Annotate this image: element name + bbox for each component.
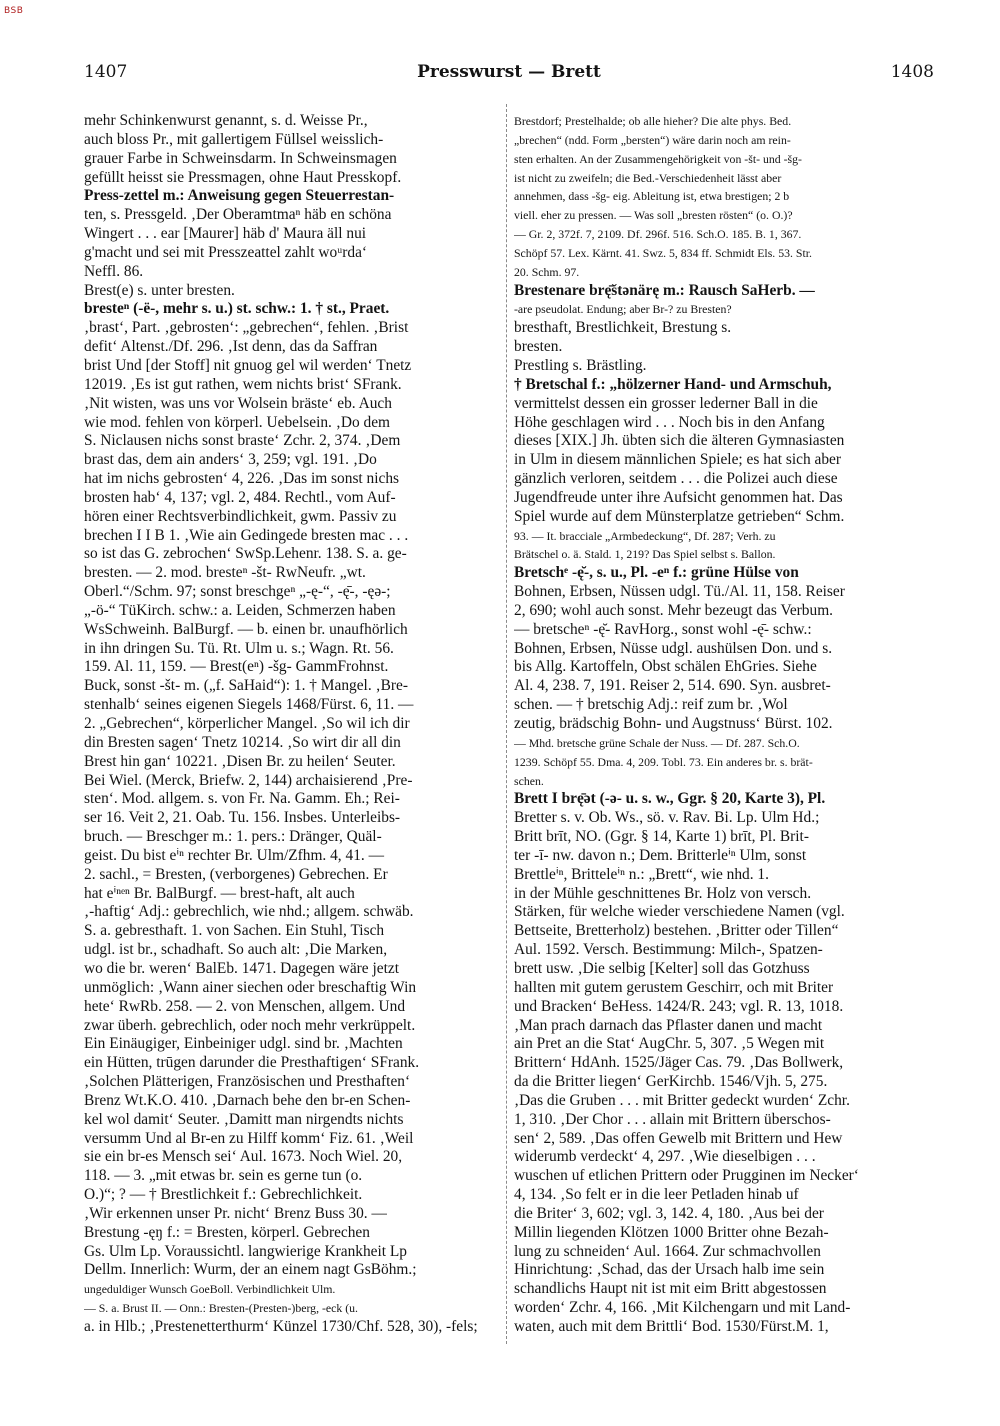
- text-line: dieses [XIX.] Jh. übten sich die älteren Gymnasiasten: [514, 432, 845, 450]
- text-line: Brenz Wt.K.O. 410. ‚Darnach behe den br-en Schen-: [84, 1091, 411, 1109]
- text-line: Bohnen, Erbsen, Nüssen udgl. Tü./Al. 11, 158. Reiser: [514, 583, 845, 601]
- text-line: — bretscheⁿ -ę̆- RavHorg., sonst wohl -ę̄- schw.:: [514, 620, 812, 638]
- text-line: „-ö-“ TüKirch. schw.: a. Leiden, Schmerzen haben: [84, 601, 396, 619]
- text-line: schen.: [514, 773, 544, 788]
- text-line: wuschen uf etlichen Prittern oder Prugginen im Necker‘: [514, 1167, 859, 1185]
- text-line: ‚Nit wisten, was uns vor Wolsein bräste‘ eb. Auch: [84, 394, 392, 412]
- left-column: [84, 112, 500, 1337]
- right-column: [514, 112, 934, 1337]
- text-line: gefüllt heisst sie Pressmagen, ohne Haut Presskopf.: [84, 168, 402, 186]
- text-line: in der Mühle geschnittenes Br. Holz von versch.: [514, 884, 812, 902]
- text-line: schen. — † bretschig Adj.: reif zum br. ‚Wol: [514, 696, 788, 714]
- text-line: — Gr. 2, 372f. 7, 2109. Df. 296f. 516. Sch.O. 185. B. 1, 367.: [514, 227, 802, 242]
- text-line: Wingert . . . ear [Maurer] häb d' Maura äll nui: [84, 225, 367, 243]
- page-number-left: 1407: [84, 62, 128, 82]
- text-line: ‚Solchen Plätterigen, Französischen und Presthaften‘: [84, 1073, 411, 1091]
- text-line: brosten hab‘ 4, 137; vgl. 2, 484. Rechtl., vom Auf-: [84, 488, 396, 506]
- text-line: brechen I I B 1. ‚Wie ain Gedingede bresten mac . . .: [84, 526, 409, 544]
- text-line: lung zu schneiden‘ Aul. 1664. Zur schmachvollen: [514, 1242, 821, 1260]
- page-header: [84, 62, 934, 88]
- text-line: Brettleⁱⁿ, Britteleⁱⁿ n.: „Brett“, wie nhd. 1.: [514, 865, 769, 883]
- text-line: versumm Und al Br-en zu Hilff komm‘ Fiz. 61. ‚Weil: [84, 1129, 414, 1147]
- text-line: — Mhd. bretsche grüne Schale der Nuss. — Df. 287. Sch.O.: [514, 735, 800, 750]
- text-line: Höhe geschlagen wird . . . Noch bis in den Anfang: [514, 413, 825, 431]
- text-line: ist nicht zu zweifeln; die Bed.-Verschiedenheit lässt aber: [514, 170, 782, 185]
- text-line: ‚Das die Gruben . . . mit Britter gedeckt wurden‘ Zchr.: [514, 1091, 850, 1109]
- text-line: Neffl. 86.: [84, 262, 144, 280]
- text-line: widerumb verdeckt‘ 4, 297. ‚Wie dieselbigen . . .: [514, 1148, 816, 1166]
- text-line: ten, s. Pressgeld. ‚Der Oberamtmaⁿ häb en schöna: [84, 206, 392, 224]
- text-line: Bohnen, Erbsen, Nüsse udgl. aushülsen Don. und s.: [514, 639, 833, 657]
- text-line: in Ulm in diesem männlichen Spiele; es hat sich aber: [514, 451, 841, 469]
- text-line: und Bracken‘ BeHess. 1424/R. 243; vgl. R. 13, 1018.: [514, 997, 844, 1015]
- text-line: ter -ī- nw. davon n.; Dem. Britterleⁱⁿ Ulm, sonst: [514, 846, 807, 864]
- text-line: bis Allg. Kartoffeln, Obst schälen EhGries. Siehe: [514, 658, 817, 676]
- text-line: hören einer Rechtsverbindlichkeit, gwm. Passiv zu: [84, 507, 397, 525]
- text-line: Millin liegenden Klötzen 1000 Britter ohne Bezah-: [514, 1223, 829, 1241]
- text-line: wie mod. fehlen von körperl. Uebelsein. ‚Do dem: [84, 413, 391, 431]
- text-line: — S. a. Brust II. — Onn.: Bresten-(Presten-)berg, -eck (u.: [84, 1301, 358, 1316]
- text-line: Bretter s. v. Ob. Ws., sö. v. Rav. Bi. Lp. Ulm Hd.;: [514, 809, 820, 827]
- text-line: a. in Hlb.; ‚Prestenetterthurm‘ Künzel 1730/Chf. 528, 30), -fels;: [84, 1318, 478, 1335]
- text-line: Oberl.“/Schm. 97; sonst breschgeⁿ „-ę-“, -ę̄-, -ęə-;: [84, 583, 391, 601]
- text-line: defit‘ Altenst./Df. 296. ‚Ist denn, das da Saffran: [84, 338, 378, 356]
- text-line: ‚Wir erkennen unser Pr. nicht‘ Brenz Buss 30. —: [84, 1204, 387, 1222]
- text-line: Dellm. Innerlich: Wurm, der an einem nagt GsBöhm.;: [84, 1261, 417, 1279]
- text-line: unmöglich: ‚Wann ainer siechen oder breschaftig Win: [84, 978, 417, 996]
- text-line: bresthaft, Brestlichkeit, Brestung s.: [514, 319, 732, 337]
- text-line: Bretschᵉ -ę̆-, s. u., Pl. -eⁿ f.: grüne Hülse von: [514, 564, 799, 582]
- text-line: 4, 134. ‚So felt er in die leer Petladen hinab uf: [514, 1186, 799, 1204]
- running-title: Presswurst — Brett: [417, 62, 601, 82]
- text-line: Prestling s. Brästling.: [514, 356, 647, 374]
- text-line: so ist das G. zebrochen‘ SwSp.Lehenr. 138. S. a. ge-: [84, 545, 407, 563]
- text-line: 2, 690; wohl auch sonst. Mehr bezeugt das Verbum.: [514, 601, 834, 619]
- text-line: ser 16. Veit 2, 21. Oab. Tu. 156. Insbes. Unterleibs-: [84, 809, 401, 827]
- text-line: da die Britter liegen‘ GerKirchb. 1546/Vjh. 5, 275.: [514, 1073, 828, 1091]
- text-line: Ein Einäugiger, Einbeiniger udgl. sind br. ‚Machten: [84, 1035, 403, 1053]
- text-line: brast das, dem ain anders‘ 3, 259; vgl. 191. ‚Do: [84, 451, 377, 469]
- text-line: Brestenare brę̄štənärę m.: Rausch SaHerb. —: [514, 281, 815, 299]
- text-line: hat eⁱⁿᵉⁿ Br. BalBurgf. — brest-haft, alt auch: [84, 884, 355, 902]
- text-line: 118. — 3. „mit etwas br. sein es gerne tun (o.: [84, 1167, 363, 1185]
- text-line: brett usw. ‚Die selbig [Kelter] soll das Gotzhuss: [514, 959, 810, 977]
- text-line: viell. eher zu pressen. — Was soll „bresten rösten“ (o. O.)?: [514, 208, 793, 223]
- text-line: wo die br. weren‘ BalEb. 1471. Dagegen wäre jetzt: [84, 959, 399, 977]
- text-line: Buck, sonst -št- m. („f. SaHaid“): 1. † Mangel. ‚Bre-: [84, 677, 408, 695]
- text-line: zwar überh. gebrechlich, oder noch mehr verkrüppelt.: [84, 1016, 416, 1034]
- text-line: din Bresten sagen‘ Tnetz 10214. ‚So wirt dir all din: [84, 733, 401, 751]
- text-line: Hinrichtung: ‚Schad, das der Ursach halb ime sein: [514, 1261, 825, 1279]
- text-line: WsSchweinh. BalBurgf. — b. einen br. unaufhörlich: [84, 620, 408, 638]
- text-line: Al. 4, 238. 7, 191. Reiser 2, 514. 690. Syn. ausbret-: [514, 677, 831, 695]
- text-line: vermittelst dessen ein grosser lederner Ball in die: [514, 394, 818, 412]
- text-line: Aul. 1592. Versch. Bestimmung: Milch-, Spatzen-: [514, 941, 823, 959]
- text-line: worden‘ Zchr. 4, 166. ‚Mit Kilchengarn und mit Land-: [514, 1299, 851, 1317]
- text-line: kel wol damit‘ Seuter. ‚Damitt man nirgendts nichts: [84, 1110, 404, 1128]
- text-line: mehr Schinkenwurst genannt, s. d. Weisse Pr.,: [84, 112, 368, 129]
- text-line: † Bretschal f.: „hölzerner Hand- und Armschuh,: [514, 375, 832, 393]
- text-line: stenhalb‘ seines eigenen Siegels 1468/Fürst. 6, 11. —: [84, 696, 414, 714]
- text-line: gänzlich verloren, seitdem . . . die Polizei auch diese: [514, 470, 838, 488]
- text-line: Spiel wurde auf dem Münsterplatze getrieben“ Schm.: [514, 507, 845, 525]
- text-line: O.)“; ? — † Brestlichkeit f.: Gebrechlichkeit.: [84, 1186, 363, 1204]
- text-line: hat im nichs gebrosten‘ 4, 226. ‚Das im sonst nichs: [84, 470, 400, 488]
- text-line: Schöpf 57. Lex. Kärnt. 41. Swz. 5, 834 ff. Schmidt Els. 53. Str.: [514, 245, 812, 260]
- text-line: bresten.: [514, 338, 563, 356]
- text-line: Brestung -ęŋ f.: = Bresten, körperl. Gebrechen: [84, 1223, 370, 1241]
- text-line: Brestdorf; Prestelhalde; ob alle hieher? Die alte phys. Bed.: [514, 114, 792, 128]
- text-line: sten erhalten. An der Zusammengehörigkeit von -št- und -šg-: [514, 151, 802, 166]
- text-line: bruch. — Breschger m.: 1. pers.: Dränger, Quäl-: [84, 828, 382, 846]
- text-line: udgl. ist br., schadhaft. So auch alt: ‚Die Marken,: [84, 941, 388, 959]
- text-line: die Briter‘ 3, 602; vgl. 3, 142. 4, 180. ‚Aus bei der: [514, 1204, 824, 1222]
- text-line: S. Niclausen nichs sonst braste‘ Zchr. 2, 374. ‚Dem: [84, 432, 401, 450]
- column-divider: [506, 104, 507, 1344]
- text-line: auch bloss Pr., mit gallertigem Füllsel weisslich-: [84, 130, 384, 148]
- text-line: 93. — It. bracciale „Armbedeckung“, Df. 287; Verh. zu: [514, 528, 776, 543]
- text-line: S. a. gebresthaft. 1. von Sachen. Ein Stuhl, Tisch: [84, 922, 385, 940]
- text-line: bresten. — 2. mod. bresteⁿ -št- RwNeufr. „wt.: [84, 564, 366, 582]
- text-line: Brittern‘ HdAnh. 1525/Jäger Cas. 79. ‚Das Bollwerk,: [514, 1054, 844, 1072]
- text-line: ain Pret an die Stat‘ AugChr. 5, 307. ‚5 Wegen mit: [514, 1035, 825, 1053]
- text-line: 1, 310. ‚Der Chor . . . allain mit Brittern überschos-: [514, 1110, 831, 1128]
- text-line: zeutig, brädschig Bohn- und Augstnuss‘ Bürst. 102.: [514, 715, 833, 732]
- text-line: 2. sachl., = Bresten, (verborgenes) Gebrechen. Er: [84, 865, 388, 883]
- text-line: hallten mit gutem gerustem Geschirr, och mit Briter: [514, 978, 834, 996]
- text-line: hete‘ RwRb. 258. — 2. von Menschen, allgem. Und: [84, 997, 406, 1015]
- text-line: grauer Farbe in Schweinsdarm. In Schweinsmagen: [84, 149, 397, 167]
- text-line: Jugendfreude unter ihre Aufsicht genommen hat. Das: [514, 488, 843, 506]
- text-line: Britt brīt, NO. (Ggr. § 14, Karte 1) brīt, Pl. Brit-: [514, 828, 809, 846]
- text-line: sen‘ 2, 589. ‚Das offen Gewelb mit Brittern und Hew: [514, 1129, 843, 1147]
- text-line: 12019. ‚Es ist gut rathen, wem nichts brist‘ SFrank.: [84, 375, 402, 393]
- text-line: Press-zettel m.: Anweisung gegen Steuerrestan-: [84, 187, 395, 205]
- text-line: 159. Al. 11, 159. — Brest(eⁿ) -šg- GammFrohnst.: [84, 658, 389, 676]
- text-line: schandlichs Haupt nit ist mit eim Britt abgestossen: [514, 1280, 827, 1298]
- text-line: ‚Man prach darnach das Pflaster danen und macht: [514, 1016, 823, 1034]
- text-line: ungeduldiger Wunsch GoeBoll. Verbindlichkeit Ulm.: [84, 1282, 336, 1297]
- page-number-right: 1408: [890, 62, 934, 82]
- text-line: „brechen“ (ndd. Form „bersten“) wäre darin noch am rein-: [514, 132, 791, 147]
- text-line: ein Hütten, trūgen darunder die Presthaftigen‘ SFrank.: [84, 1054, 420, 1072]
- text-line: 1239. Schöpf 55. Dma. 4, 209. Tobl. 73. Ein anderes br. s. brät-: [514, 754, 813, 769]
- text-line: Brätschel o. ä. Stald. 1, 219? Das Spiel selbst s. Ballon.: [514, 547, 776, 562]
- text-line: Gs. Ulm Lp. Voraussichtl. langwierige Krankheit Lp: [84, 1242, 408, 1260]
- text-line: annehmen, dass -šg- eig. Ableitung ist, etwa brestigen; 2 b: [514, 189, 790, 204]
- text-line: Stärken, für welche wieder verschiedene Namen (vgl.: [514, 903, 845, 921]
- text-line: bresteⁿ (-ë-, mehr s. u.) st. schw.: 1. † st., Praet.: [84, 300, 390, 318]
- text-line: Bettseite, Bretterholz) bestehen. ‚Britter oder Tillen“: [514, 922, 839, 940]
- text-line: 2. „Gebrechen“, körperlicher Mangel. ‚So wil ich dir: [84, 715, 410, 732]
- text-line: ‚-haftig‘ Adj.: gebrechlich, wie nhd.; allgem. schwäb.: [84, 903, 414, 921]
- text-line: -are pseudolat. Endung; aber Br-? zu Bresten?: [514, 302, 732, 317]
- text-line: g'macht und sei mit Presszeattel zahlt woᵘrda‘: [84, 243, 368, 261]
- text-line: Brest(e) s. unter bresten.: [84, 281, 235, 299]
- text-line: in ihn dringen Su. Tü. Rt. Ulm u. s.; Wagn. Rt. 56.: [84, 639, 394, 657]
- text-line: 20. Schm. 97.: [514, 264, 580, 279]
- library-stamp: BSB: [4, 6, 24, 16]
- text-line: sten‘. Mod. allgem. s. von Fr. Na. Gamm. Eh.; Rei-: [84, 790, 400, 808]
- text-line: geist. Du bist eⁱⁿ rechter Br. Ulm/Zfhm. 4, 41. —: [84, 846, 384, 864]
- text-line: brist Und [der Stoff] nit gnuog gel wil werden‘ Tnetz: [84, 356, 412, 374]
- text-line: Brett I brę̄ət (-ə- u. s. w., Ggr. § 20, Karte 3), Pl.: [514, 790, 826, 808]
- text-line: Bei Wiel. (Merck, Briefw. 2, 144) archaisierend ‚Pre-: [84, 771, 413, 789]
- text-line: ‚brast‘, Part. ‚gebrosten‘: „gebrechen“, fehlen. ‚Brist: [84, 319, 409, 337]
- text-line: Brest hin gan‘ 10221. ‚Disen Br. zu heilen‘ Seuter.: [84, 752, 396, 770]
- text-line: waten, auch mit dem Brittli‘ Bod. 1530/Fürst.M. 1,: [514, 1318, 829, 1335]
- text-line: sie ein br-es Mensch sei‘ Aul. 1673. Noch Wiel. 20,: [84, 1148, 403, 1166]
